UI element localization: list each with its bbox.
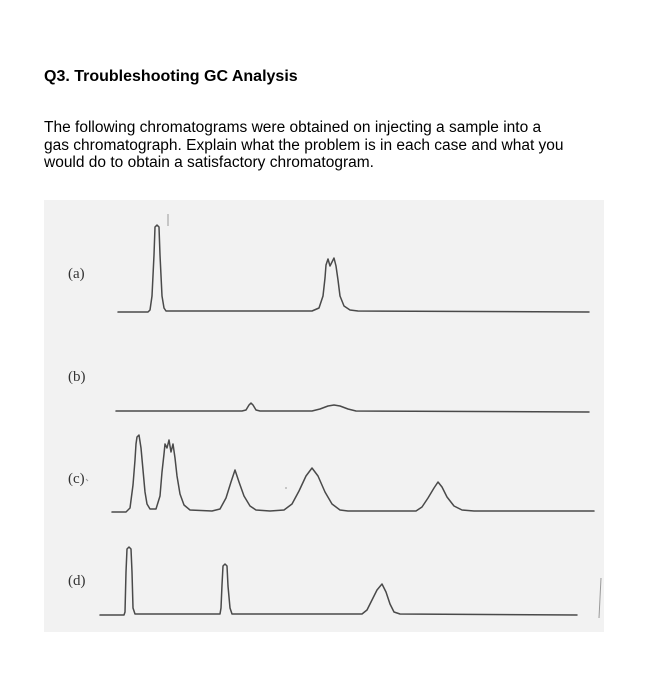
chromatogram-d-edge-mark [599, 578, 601, 618]
question-body [44, 119, 644, 172]
chromatogram-b-trace [116, 403, 589, 412]
chromatogram-figure [44, 200, 604, 632]
chromatogram-d-trace [100, 547, 577, 615]
question-body-line-2: gas chromatograph. Explain what the problem is in each case and what you [44, 136, 564, 154]
chromatogram-c-mark [86, 479, 88, 481]
chromatogram-a-trace [118, 225, 589, 312]
panel-label-d: (d) [68, 573, 86, 589]
panel-label-b: (b) [68, 369, 86, 385]
panel-label-a: (a) [68, 266, 85, 282]
chromatogram-c-trace [112, 435, 594, 512]
panel-label-c: (c) [68, 471, 85, 487]
question-body-line-3: would do to obtain a satisfactory chromatogram. [44, 154, 374, 171]
question-title: Q3. Troubleshooting GC Analysis [44, 68, 298, 85]
chromatogram-drawing [44, 200, 604, 632]
question-body-line-1: The following chromatograms were obtained on injecting a sample into a [44, 119, 542, 136]
